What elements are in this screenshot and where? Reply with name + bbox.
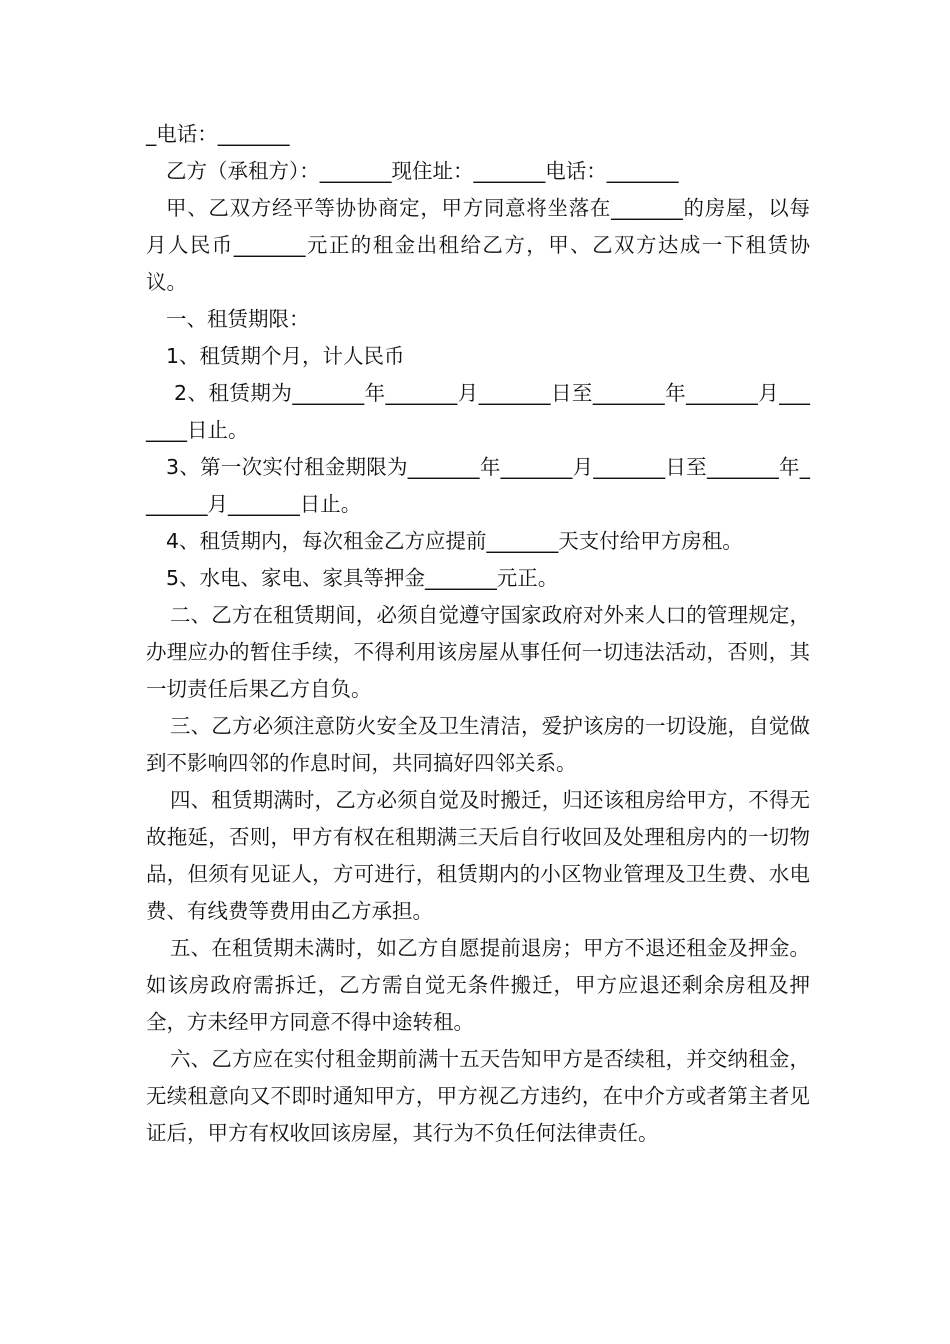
party-a-phone-line: _电话：_______ xyxy=(146,122,290,146)
section-heading-lease-term: 一、租赁期限： xyxy=(166,307,310,331)
section-five-paragraph: 五、在租赁期未满时，如乙方自愿提前退房；甲方不退还租金及押金。如该房政府需拆迁，乙方需自觉无条件搬迁，甲方应退还剩余房租及押全，方未经甲方同意不得中途转租。 xyxy=(146,936,810,1034)
clause-1-2: 2、租赁期为_______年_______月_______日至_______年_______月_______日止。 xyxy=(146,381,810,442)
clause-1-1: 1、租赁期个月，计人民币 xyxy=(166,344,405,368)
clause-1-3: 3、第一次实付租金期限为_______年_______月_______日至_______年_______月_______日止。 xyxy=(146,455,810,516)
contract-body xyxy=(146,116,810,1152)
clause-1-4: 4、租赁期内，每次租金乙方应提前_______天支付给甲方房租。 xyxy=(166,529,743,553)
agreement-intro-paragraph: 甲、乙双方经平等协协商定，甲方同意将坐落在_______的房屋，以每月人民币_______元正的租金出租给乙方，甲、乙双方达成一下租赁协议。 xyxy=(146,196,810,294)
section-six-paragraph: 六、乙方应在实付租金期前满十五天告知甲方是否续租，并交纳租金，无续租意向又不即时通知甲方，甲方视乙方违约，在中介方或者第主者见证后，甲方有权收回该房屋，其行为不负任何法律责任。 xyxy=(146,1047,810,1145)
party-b-info-line: 乙方（承租方）：_______现住址：_______电话：_______ xyxy=(166,159,679,183)
clause-1-5: 5、水电、家电、家具等押金_______元正。 xyxy=(166,566,559,590)
section-four-paragraph: 四、租赁期满时，乙方必须自觉及时搬迁，归还该租房给甲方，不得无故拖延，否则，甲方有权在租期满三天后自行收回及处理租房内的一切物品，但须有见证人，方可进行，租赁期内的小区物业管理及卫生费、水电费、有线费等费用由乙方承担。 xyxy=(146,788,810,923)
section-three-paragraph: 三、乙方必须注意防火安全及卫生清洁，爱护该房的一切设施，自觉做到不影响四邻的作息时间，共同搞好四邻关系。 xyxy=(146,714,810,775)
section-two-paragraph: 二、乙方在租赁期间，必须自觉遵守国家政府对外来人口的管理规定，办理应办的暂住手续，不得利用该房屋从事任何一切违法活动，否则，其一切责任后果乙方自负。 xyxy=(146,603,810,701)
